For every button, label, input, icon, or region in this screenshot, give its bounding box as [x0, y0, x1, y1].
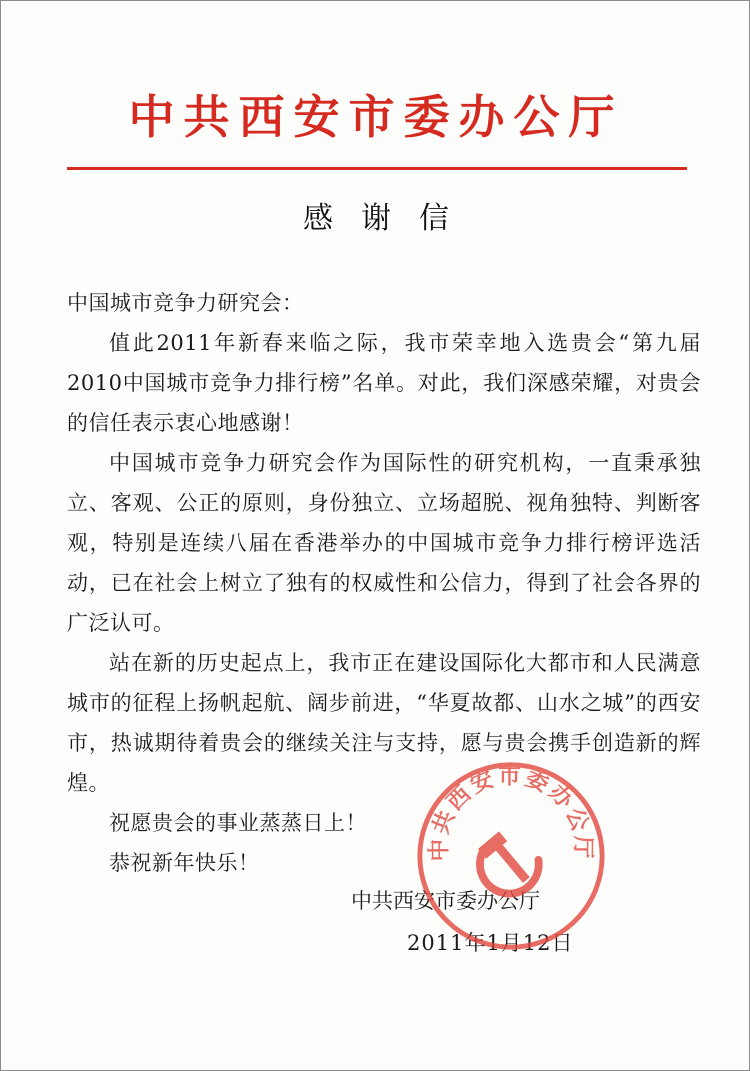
- salutation: 中国城市竞争力研究会：: [67, 291, 304, 315]
- paragraph-3: 站在新的历史起点上，我市正在建设国际化大都市和人民满意城市的征程上扬帆起航、阔步前进，“华夏故都、山水之城”的西安市，热诚期待着贵会的继续关注与支持，愿与贵会携手创造新的辉煌。: [67, 651, 701, 795]
- hammer-sickle-icon: [478, 831, 539, 893]
- letterhead-divider: [67, 167, 687, 170]
- closing-greeting: 恭祝新年快乐！: [109, 851, 260, 875]
- letterhead-title: 中共西安市委办公厅: [128, 90, 624, 144]
- signature-organization: 中共西安市委办公厅: [351, 889, 540, 913]
- closing-wish: 祝愿贵会的事业蒸蒸日上！: [109, 811, 367, 835]
- svg-text:中共西安市委办公厅: 中共西安市委办公厅: [426, 763, 596, 862]
- signature-date: 2011年1月12日: [407, 931, 574, 955]
- paragraph-1: 值此2011年新春来临之际，我市荣幸地入选贵会“第九届2010中国城市竞争力排行榜”名单。对此，我们深感荣耀，对贵会的信任表示衷心地感谢！: [67, 331, 701, 435]
- official-seal: [413, 758, 609, 954]
- document-title: 感谢信: [303, 201, 477, 236]
- paragraph-2: 中国城市竞争力研究会作为国际性的研究机构，一直秉承独立、客观、公正的原则，身份独立、立场超脱、视角独特、判断客观，特别是连续八届在香港举办的中国城市竞争力排行榜评选活动，已在社会上树立了独有的权威性和公信力，得到了社会各界的广泛认可。: [67, 451, 701, 635]
